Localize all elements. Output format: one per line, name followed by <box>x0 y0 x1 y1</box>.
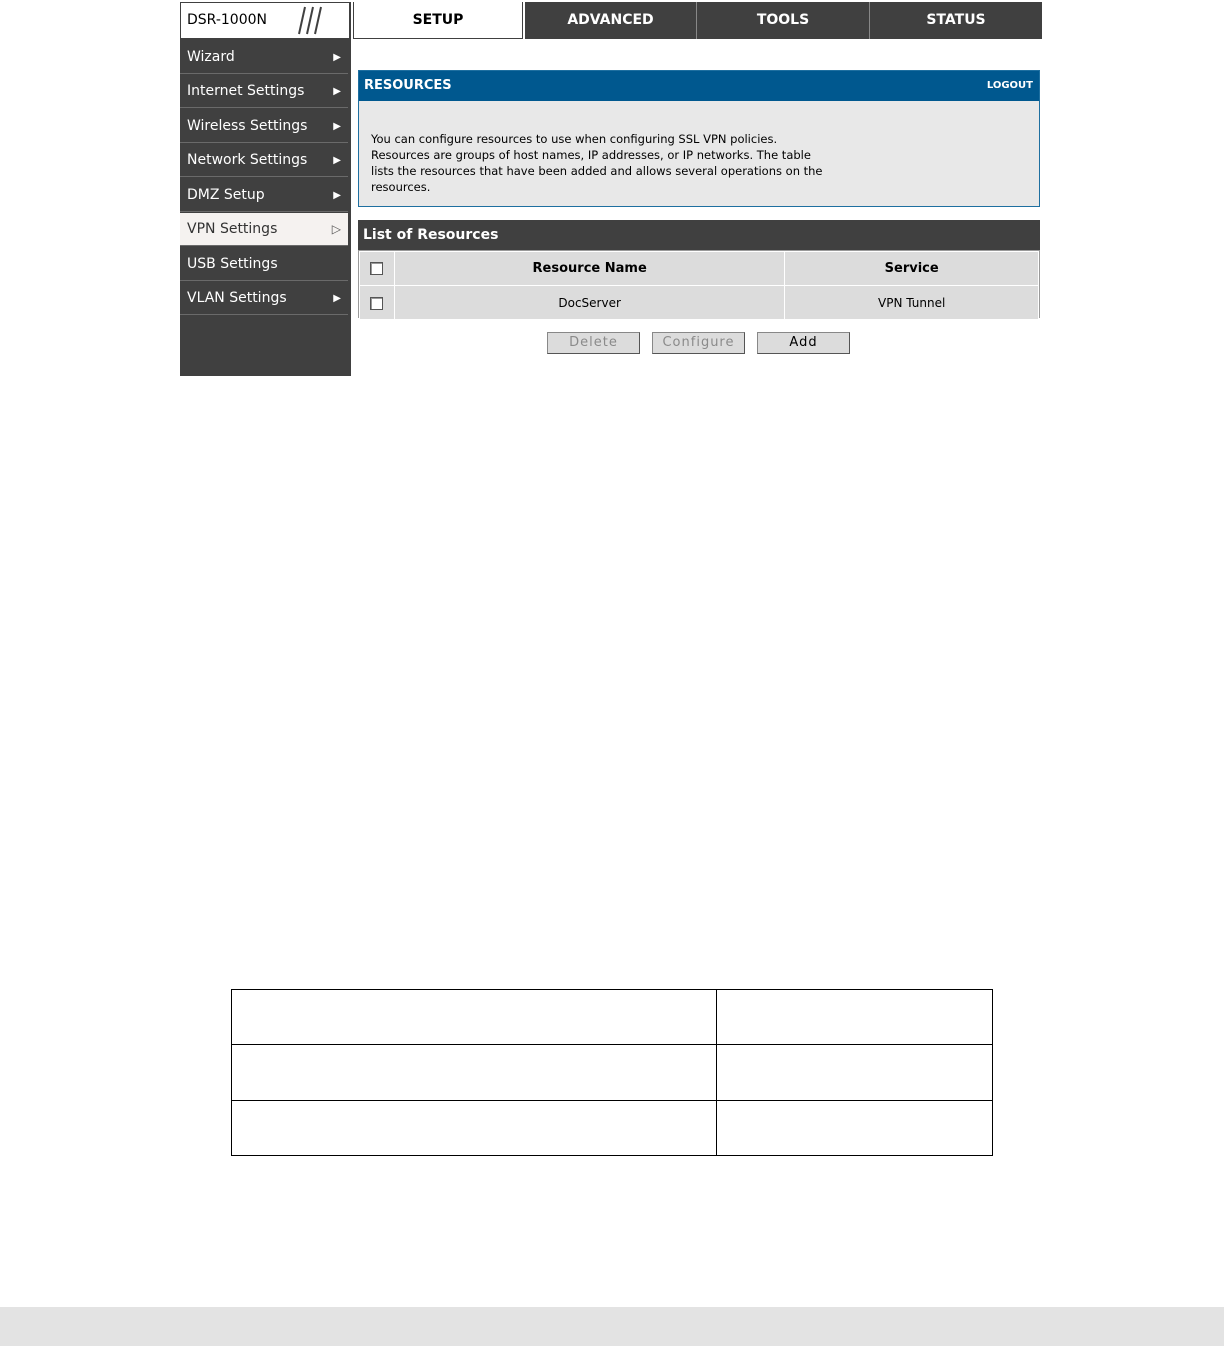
sidebar-item-usb-settings[interactable] <box>180 248 348 281</box>
delete-button[interactable]: Delete <box>547 332 640 354</box>
table-cell <box>232 1045 717 1100</box>
table-cell <box>717 1045 993 1100</box>
sidebar-item-internet-settings[interactable] <box>180 75 348 108</box>
footer-band <box>0 1307 1224 1346</box>
service-cell: VPN Tunnel <box>785 286 1039 320</box>
logout-link[interactable]: LOGOUT <box>986 80 1033 91</box>
resources-table <box>359 251 1039 320</box>
sidebar-item-wizard[interactable] <box>180 41 348 74</box>
brand-area <box>180 2 351 39</box>
table-row <box>232 1045 993 1100</box>
row-select-cell <box>360 286 395 320</box>
select-all-checkbox[interactable] <box>370 262 383 275</box>
page-title: RESOURCES <box>364 78 452 93</box>
description-line: lists the resources that have been added and allows several operations on the <box>371 164 823 178</box>
brand-slashes-icon <box>285 3 349 38</box>
sidebar <box>180 39 351 376</box>
add-button[interactable]: Add <box>757 332 850 354</box>
tab-setup[interactable]: SETUP <box>353 2 523 39</box>
resources-panel-header <box>359 71 1039 101</box>
tab-tools[interactable]: TOOLS <box>697 2 869 39</box>
description-line: resources. <box>371 180 431 194</box>
column-header-resource-name: Resource Name <box>394 252 784 286</box>
sidebar-item-label: VPN Settings <box>187 221 278 237</box>
sidebar-item-label: Internet Settings <box>187 83 305 99</box>
sidebar-item-network-settings[interactable] <box>180 144 348 177</box>
resources-description <box>371 131 851 195</box>
select-all-cell <box>360 252 395 286</box>
table-cell <box>717 1100 993 1155</box>
sidebar-item-label: Network Settings <box>187 152 308 168</box>
sidebar-item-vpn-settings[interactable] <box>180 213 348 246</box>
sidebar-item-label: VLAN Settings <box>187 290 287 306</box>
configure-button[interactable]: Configure <box>652 332 745 354</box>
model-name: DSR-1000N <box>181 3 285 38</box>
tab-status[interactable]: STATUS <box>870 2 1042 39</box>
empty-document-table <box>231 989 993 1156</box>
arrow-right-icon: ▶ <box>333 121 341 132</box>
description-line: You can configure resources to use when configuring SSL VPN policies. <box>371 132 778 146</box>
resources-table-frame <box>358 250 1040 318</box>
table-row[interactable] <box>360 286 1039 320</box>
sidebar-item-label: USB Settings <box>187 256 278 272</box>
column-header-service: Service <box>785 252 1039 286</box>
router-admin-screenshot <box>180 2 1046 376</box>
table-row <box>232 1100 993 1155</box>
table-header-row <box>360 252 1039 286</box>
sidebar-item-label: Wizard <box>187 49 235 65</box>
sidebar-item-label: Wireless Settings <box>187 118 308 134</box>
table-cell <box>717 990 993 1045</box>
table-cell <box>232 1100 717 1155</box>
description-line: Resources are groups of host names, IP addresses, or IP networks. The table <box>371 148 811 162</box>
resources-panel <box>358 70 1040 207</box>
sidebar-item-vlan-settings[interactable] <box>180 282 348 315</box>
top-navigation <box>180 2 1046 39</box>
sidebar-item-label: DMZ Setup <box>187 187 265 203</box>
arrow-right-icon: ▶ <box>333 52 341 63</box>
resource-name-cell: DocServer <box>394 286 784 320</box>
arrow-right-icon: ▶ <box>333 86 341 97</box>
sidebar-item-wireless-settings[interactable] <box>180 110 348 143</box>
arrow-right-outline-icon: ▷ <box>331 222 341 236</box>
sidebar-item-dmz-setup[interactable] <box>180 179 348 212</box>
table-row <box>232 990 993 1045</box>
table-cell <box>232 990 717 1045</box>
tab-advanced[interactable]: ADVANCED <box>525 2 696 39</box>
arrow-right-icon: ▶ <box>333 190 341 201</box>
list-of-resources-header: List of Resources <box>358 220 1040 250</box>
arrow-right-icon: ▶ <box>333 155 341 166</box>
arrow-right-icon: ▶ <box>333 293 341 304</box>
list-of-resources-panel <box>358 220 1040 320</box>
row-checkbox[interactable] <box>370 297 383 310</box>
